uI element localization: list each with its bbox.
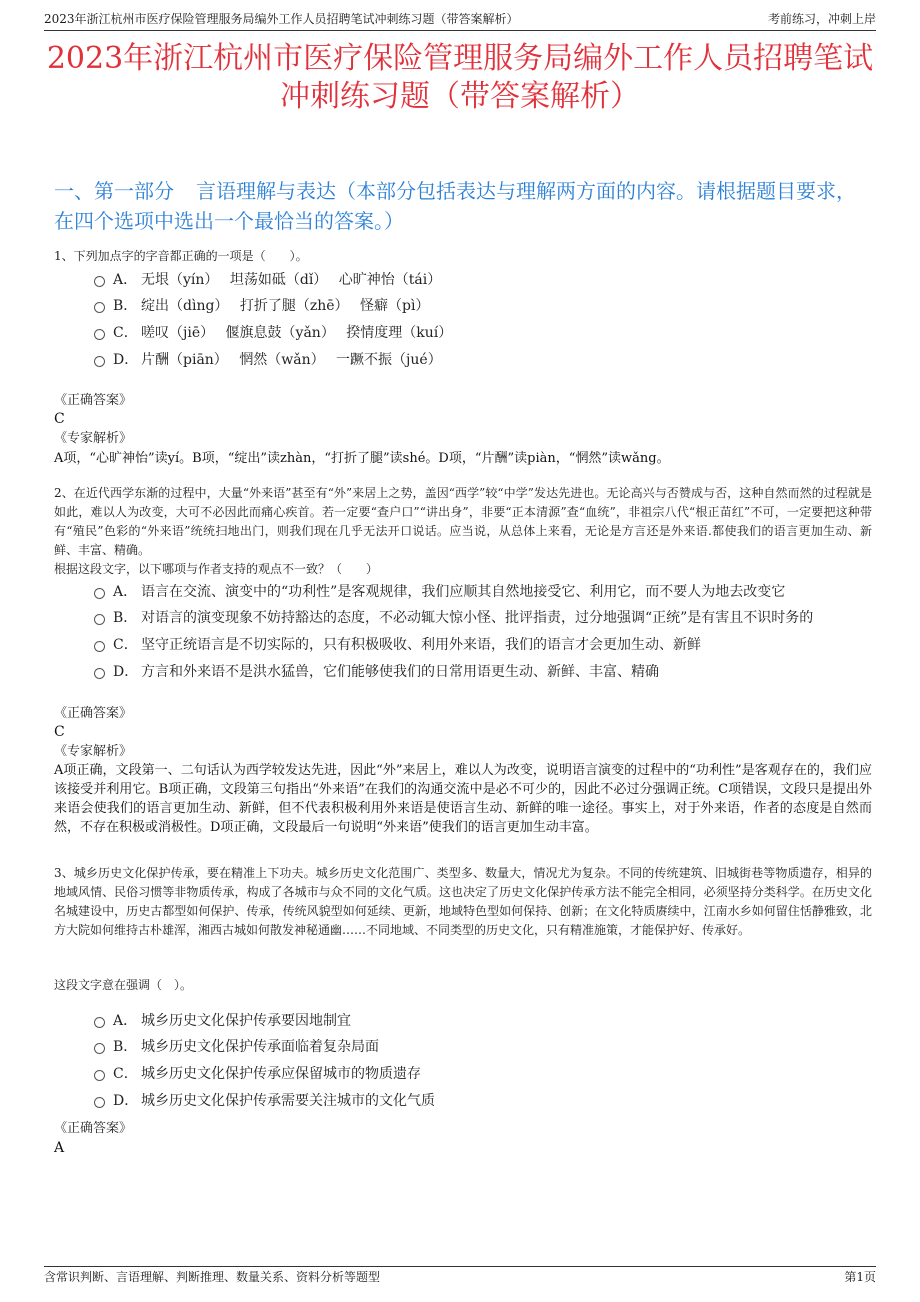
header-slogan: 考前练习，冲刺上岸 xyxy=(767,12,876,26)
page-header xyxy=(44,8,876,31)
question-3-ask: 这段文字意在强调（ ）。 xyxy=(54,978,193,992)
question-2-option-b[interactable]: B． 对语言的演变现象不妨持豁达的态度，不必动辄大惊小怪、批评指责，过分地强调“正统”是有害且不识时务的 xyxy=(94,608,813,628)
document-title-line1: 2023年浙江杭州市医疗保险管理服务局编外工作人员招聘笔试 xyxy=(46,41,874,76)
question-3-option-a[interactable]: A． 城乡历史文化保护传承要因地制宜 xyxy=(94,1011,351,1031)
question-2-explanation: A项正确，文段第一、二句话认为西学较发达先进，因此“外”来居上，难以人为改变，说明语言演变的过程中的“功利性”是客观存在的，我们应该接受并利用它。B项正确，文段第三句指出“外来语”在我们的沟通交流中是必不可少的，因此不必过分强调正统。C项错误，文段只是提出外来语会使我们的语言更加生动、新鲜，但不代表积极利用外来语是使语言生动、新鲜的唯一途径。事实上，对于外来语，作者的态度是自然而然，不存在积极或消极性。D项正确，文段最后一句说明“外来语”使我们的语言更加生动丰富。 xyxy=(54,763,872,835)
radio-icon[interactable] xyxy=(94,668,105,679)
question-2-ask: 根据这段文字，以下哪项与作者支持的观点不一致？（ ） xyxy=(54,562,379,576)
radio-icon[interactable] xyxy=(94,302,105,313)
radio-icon[interactable] xyxy=(94,1070,105,1081)
question-2-answer: C xyxy=(54,724,65,740)
page-footer xyxy=(44,1266,876,1287)
answer-label: 《正确答案》 xyxy=(54,1121,133,1136)
document-title xyxy=(40,40,880,116)
expert-label: 《专家解析》 xyxy=(54,431,133,446)
radio-icon[interactable] xyxy=(94,588,105,599)
question-3-option-b[interactable]: B． 城乡历史文化保护传承面临着复杂局面 xyxy=(94,1037,379,1057)
question-3-option-d[interactable]: D． 城乡历史文化保护传承需要关注城市的文化气质 xyxy=(94,1091,435,1111)
footer-topics: 含常识判断、言语理解、判断推理、数量关系、资料分析等题型 xyxy=(44,1270,381,1284)
radio-icon[interactable] xyxy=(94,329,105,340)
question-3-option-c[interactable]: C． 城乡历史文化保护传承应保留城市的物质遗存 xyxy=(94,1064,421,1084)
question-1-option-c[interactable]: C． 嗟叹（jiē） 偃旗息鼓（yǎn） 揆情度理（kuí） xyxy=(94,323,452,343)
radio-icon[interactable] xyxy=(94,1097,105,1108)
radio-icon[interactable] xyxy=(94,1043,105,1054)
question-3-answer: A xyxy=(54,1140,65,1156)
section-part: 一、第一部分 xyxy=(54,179,174,203)
question-1-explanation: A项，“心旷神怡”读yí。B项，“绽出”读zhàn，“打折了腿”读shé。D项，“片酬”读piàn，“惘然”读wǎng。 xyxy=(54,451,670,466)
section-heading xyxy=(54,176,870,236)
question-2-option-a[interactable]: A． 语言在交流、演变中的“功利性”是客观规律，我们应顺其自然地接受它、利用它，而不要人为地去改变它 xyxy=(94,582,785,602)
question-1-answer: C xyxy=(54,411,65,427)
expert-label: 《专家解析》 xyxy=(54,744,133,759)
question-1-option-d[interactable]: D． 片酬（piān） 惘然（wǎn） 一蹶不振（jué） xyxy=(94,350,442,370)
question-1-option-b[interactable]: B． 绽出（dìng） 打折了腿（zhē） 怪癖（pì） xyxy=(94,296,429,316)
header-doc-title: 2023年浙江杭州市医疗保险管理服务局编外工作人员招聘笔试冲刺练习题（带答案解析） xyxy=(44,12,519,26)
section-description: 言语理解与表达（本部分包括表达与理解两方面的内容。请根据题目要求，在四个选项中选出一个最恰当的答案。） xyxy=(54,179,856,233)
question-3-stem: 3、城乡历史文化保护传承，要在精准上下功夫。城乡历史文化范围广、类型多、数量大，情况尤为复杂。不同的传统建筑、旧城街巷等物质遗存，相异的地域风情、民俗习惯等非物质传承，构成了各城市与众不同的文化气质。这也决定了历史文化保护传承方法不能完全相同，必须坚持分类科学。在历史文化名城建设中，历史古都型如何保护、传承，传统风貌型如何延续、更新，地域特色型如何保持、创新；在文化特质赓续中，江南水乡如何留住恬静雅致，北方大院如何维持古朴雄浑，湘西古城如何散发神秘通幽……不同地域、不同类型的历史文化，只有精准施策，才能保护好、传承好。 xyxy=(54,866,872,937)
question-2-option-d[interactable]: D． 方言和外来语不是洪水猛兽，它们能够使我们的日常用语更生动、新鲜、丰富、精确 xyxy=(94,662,659,682)
question-1-option-a[interactable]: A． 无垠（yín） 坦荡如砥（dǐ） 心旷神怡（tái） xyxy=(94,270,441,290)
answer-label: 《正确答案》 xyxy=(54,706,133,721)
document-title-line2: 冲刺练习题（带答案解析） xyxy=(280,79,640,114)
question-2-stem: 2、在近代西学东渐的过程中，大量“外来语”甚至有“外”来居上之势，盖因“西学”较“中学”发达先进也。无论高兴与否赞成与否，这种自然而然的过程就是如此，难以人为改变，大可不必因此而痛心疾首。若一定要“查户口”“讲出身”，非要“正本清源”查“血统”，非祖宗八代“根正苗红”不可，一定要把这种带有“殖民”色彩的“外来语”统统扫地出门，则我们现在几乎无法开口说话。应当说，从总体上来看，无论是方言还是外来语.都使我们的语言更加生动、新鲜、丰富、精确。 xyxy=(54,486,872,557)
radio-icon[interactable] xyxy=(94,276,105,287)
page-number: 第1页 xyxy=(844,1270,876,1284)
radio-icon[interactable] xyxy=(94,614,105,625)
question-1-stem: 1、下列加点字的字音都正确的一项是（ ）。 xyxy=(54,249,308,263)
radio-icon[interactable] xyxy=(94,641,105,652)
answer-label: 《正确答案》 xyxy=(54,393,133,408)
radio-icon[interactable] xyxy=(94,356,105,367)
radio-icon[interactable] xyxy=(94,1017,105,1028)
question-2-option-c[interactable]: C． 坚守正统语言是不切实际的，只有积极吸收、利用外来语，我们的语言才会更加生动、新鲜 xyxy=(94,635,701,655)
